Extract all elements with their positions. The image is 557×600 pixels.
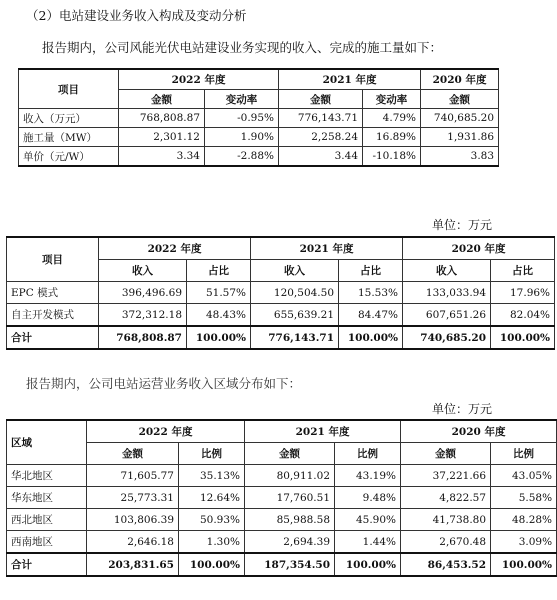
cell-share: 48.43% bbox=[187, 304, 251, 327]
business-mode-table bbox=[6, 236, 555, 350]
row-label: EPC 模式 bbox=[7, 282, 99, 304]
section-heading: （2）电站建设业务收入构成及变动分析 bbox=[26, 8, 247, 23]
cell-ratio: 1.44% bbox=[335, 531, 401, 554]
header-year-2022: 2022 年度 bbox=[119, 69, 279, 90]
cell-value: 3.44 bbox=[279, 147, 363, 167]
cell-ratio: 100.00% bbox=[335, 553, 401, 576]
row-label: 合计 bbox=[7, 326, 99, 349]
row-label: 西南地区 bbox=[7, 531, 87, 554]
cell-value: 3.34 bbox=[119, 147, 205, 167]
cell-value: 1,931.86 bbox=[421, 128, 499, 147]
cell-value: 71,605.77 bbox=[87, 465, 179, 487]
cell-share: 100.00% bbox=[187, 326, 251, 349]
cell-value: 768,808.87 bbox=[119, 109, 205, 128]
cell-value: 740,685.20 bbox=[421, 109, 499, 128]
subheader-share: 占比 bbox=[491, 260, 555, 282]
cell-value: 768,808.87 bbox=[99, 326, 187, 349]
subheader-share: 占比 bbox=[187, 260, 251, 282]
cell-ratio: 100.00% bbox=[491, 553, 557, 576]
subheader-amount: 金额 bbox=[401, 443, 491, 465]
table-row bbox=[7, 304, 555, 327]
subheader-ratio: 比例 bbox=[179, 443, 245, 465]
cell-value: 25,773.31 bbox=[87, 487, 179, 509]
region-paragraph: 报告期内，公司电站运营业务收入区域分布如下： bbox=[26, 376, 302, 391]
subheader-income: 收入 bbox=[251, 260, 339, 282]
unit-label: 单位：万元 bbox=[431, 402, 492, 416]
cell-value: 80,911.02 bbox=[245, 465, 335, 487]
row-label: 华北地区 bbox=[7, 465, 87, 487]
cell-change: -10.18% bbox=[363, 147, 421, 167]
header-item: 项目 bbox=[7, 237, 99, 282]
cell-ratio: 12.64% bbox=[179, 487, 245, 509]
cell-change: 4.79% bbox=[363, 109, 421, 128]
cell-value: 372,312.18 bbox=[99, 304, 187, 327]
cell-value: 740,685.20 bbox=[403, 326, 491, 349]
row-label: 合计 bbox=[7, 553, 87, 576]
unit-label: 单位：万元 bbox=[431, 218, 492, 232]
total-row bbox=[7, 326, 555, 349]
cell-change: -0.95% bbox=[205, 109, 279, 128]
cell-value: 2,301.12 bbox=[119, 128, 205, 147]
row-label: 单价（元/W） bbox=[19, 147, 119, 167]
table-row bbox=[19, 147, 499, 167]
table-row bbox=[7, 282, 555, 304]
row-label: 西北地区 bbox=[7, 509, 87, 531]
cell-ratio: 3.09% bbox=[491, 531, 557, 554]
cell-value: 396,496.69 bbox=[99, 282, 187, 304]
header-year-2020: 2020 年度 bbox=[421, 69, 499, 90]
cell-value: 2,670.48 bbox=[401, 531, 491, 554]
subheader-change: 变动率 bbox=[205, 90, 279, 109]
table-row bbox=[19, 128, 499, 147]
cell-value: 17,760.51 bbox=[245, 487, 335, 509]
cell-value: 133,033.94 bbox=[403, 282, 491, 304]
cell-value: 103,806.39 bbox=[87, 509, 179, 531]
header-year-2020: 2020 年度 bbox=[401, 420, 557, 443]
cell-ratio: 43.05% bbox=[491, 465, 557, 487]
cell-share: 51.57% bbox=[187, 282, 251, 304]
subheader-change: 变动率 bbox=[363, 90, 421, 109]
cell-value: 187,354.50 bbox=[245, 553, 335, 576]
cell-ratio: 5.58% bbox=[491, 487, 557, 509]
cell-value: 2,694.39 bbox=[245, 531, 335, 554]
cell-value: 2,258.24 bbox=[279, 128, 363, 147]
cell-value: 203,831.65 bbox=[87, 553, 179, 576]
row-label: 施工量（MW） bbox=[19, 128, 119, 147]
table-row bbox=[19, 109, 499, 128]
region-revenue-table bbox=[6, 419, 557, 577]
subheader-income: 收入 bbox=[99, 260, 187, 282]
cell-ratio: 100.00% bbox=[179, 553, 245, 576]
header-year-2022: 2022 年度 bbox=[99, 237, 251, 260]
cell-ratio: 48.28% bbox=[491, 509, 557, 531]
cell-value: 85,988.58 bbox=[245, 509, 335, 531]
subheader-amount: 金额 bbox=[245, 443, 335, 465]
cell-share: 84.47% bbox=[339, 304, 403, 327]
row-label: 收入（万元） bbox=[19, 109, 119, 128]
cell-value: 86,453.52 bbox=[401, 553, 491, 576]
header-year-2021: 2021 年度 bbox=[279, 69, 421, 90]
cell-change: 16.89% bbox=[363, 128, 421, 147]
table-row bbox=[7, 509, 557, 531]
subheader-amount: 金额 bbox=[119, 90, 205, 109]
cell-ratio: 50.93% bbox=[179, 509, 245, 531]
intro-paragraph: 报告期内，公司风能光伏电站建设业务实现的收入、完成的施工量如下： bbox=[42, 40, 443, 55]
cell-value: 4,822.57 bbox=[401, 487, 491, 509]
cell-share: 82.04% bbox=[491, 304, 555, 327]
subheader-amount: 金额 bbox=[421, 90, 499, 109]
subheader-ratio: 比例 bbox=[335, 443, 401, 465]
cell-share: 100.00% bbox=[491, 326, 555, 349]
subheader-amount: 金额 bbox=[279, 90, 363, 109]
cell-change: 1.90% bbox=[205, 128, 279, 147]
subheader-amount: 金额 bbox=[87, 443, 179, 465]
cell-share: 15.53% bbox=[339, 282, 403, 304]
header-region: 区域 bbox=[7, 420, 87, 465]
row-label: 华东地区 bbox=[7, 487, 87, 509]
total-row bbox=[7, 553, 557, 576]
subheader-ratio: 比例 bbox=[491, 443, 557, 465]
cell-value: 607,651.26 bbox=[403, 304, 491, 327]
cell-value: 655,639.21 bbox=[251, 304, 339, 327]
header-year-2021: 2021 年度 bbox=[251, 237, 403, 260]
cell-share: 100.00% bbox=[339, 326, 403, 349]
cell-ratio: 9.48% bbox=[335, 487, 401, 509]
cell-share: 17.96% bbox=[491, 282, 555, 304]
header-year-2020: 2020 年度 bbox=[403, 237, 555, 260]
table-row bbox=[7, 487, 557, 509]
subheader-share: 占比 bbox=[339, 260, 403, 282]
table-row bbox=[7, 465, 557, 487]
cell-value: 776,143.71 bbox=[279, 109, 363, 128]
cell-value: 2,646.18 bbox=[87, 531, 179, 554]
subheader-income: 收入 bbox=[403, 260, 491, 282]
row-label: 自主开发模式 bbox=[7, 304, 99, 327]
cell-value: 120,504.50 bbox=[251, 282, 339, 304]
construction-revenue-table bbox=[18, 68, 499, 167]
cell-value: 3.83 bbox=[421, 147, 499, 167]
cell-ratio: 35.13% bbox=[179, 465, 245, 487]
cell-value: 41,738.80 bbox=[401, 509, 491, 531]
cell-value: 776,143.71 bbox=[251, 326, 339, 349]
cell-ratio: 45.90% bbox=[335, 509, 401, 531]
cell-change: -2.88% bbox=[205, 147, 279, 167]
cell-ratio: 43.19% bbox=[335, 465, 401, 487]
cell-ratio: 1.30% bbox=[179, 531, 245, 554]
header-year-2022: 2022 年度 bbox=[87, 420, 245, 443]
table-row bbox=[7, 531, 557, 554]
cell-value: 37,221.66 bbox=[401, 465, 491, 487]
header-year-2021: 2021 年度 bbox=[245, 420, 401, 443]
header-item: 项目 bbox=[19, 69, 119, 109]
